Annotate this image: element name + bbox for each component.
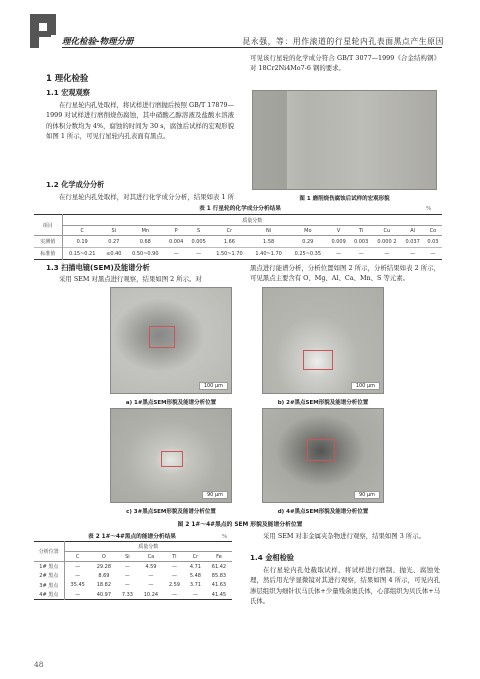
table-1 xyxy=(34,214,442,260)
table-2-value-cell: — xyxy=(148,582,154,589)
table-2-value-cell: 8.69 xyxy=(98,572,110,579)
page-number: 48 xyxy=(34,660,44,669)
table-1-column-header-cell: V xyxy=(336,227,341,234)
section-1-title: 1 理化检验 xyxy=(46,73,89,83)
analysis-box-2 xyxy=(303,350,333,370)
table-1-column-header-cell: Al xyxy=(410,227,416,234)
running-title: 昆永强，等：用作滚道的行星轮内孔表面黑点产生原因 xyxy=(242,37,444,46)
table-1-value-cell: — xyxy=(410,250,416,257)
table-1-column-header-cell: C xyxy=(80,227,84,234)
table-1-value-cell: 0.25~0.35 xyxy=(294,250,322,257)
table-1-column-header-cell: S xyxy=(197,227,201,234)
figure-1-caption: 图 1 磨削烧伤腐蚀后试样的宏观形貌 xyxy=(299,196,390,202)
table-2-value-cell: 35.45 xyxy=(70,582,85,589)
table-1-column-header-cell: Ni xyxy=(266,227,272,234)
table-1-value-cell: 0.29 xyxy=(302,238,314,245)
table-2-row-label: 1# 黑点 xyxy=(34,562,64,572)
section-1-1-title: 1.1 宏观观察 xyxy=(46,88,90,97)
table-2-value-cell: — xyxy=(75,591,81,598)
table-2-value-cell: 41.63 xyxy=(211,582,227,589)
table-2-caption: 表 2 1#～4#黑点的能谱分析结果 xyxy=(88,534,176,540)
figure-2d-caption: d) 4#黑点SEM形貌及能谱分析位置 xyxy=(277,509,369,515)
figure-1-macro-photo xyxy=(252,90,437,190)
table-1-column-header-cell: P xyxy=(174,227,178,234)
table-1-unit: % xyxy=(426,206,432,212)
table-1-value-cell: 1.58 xyxy=(263,238,275,245)
table-2-value-cell: 41.45 xyxy=(211,591,227,598)
figure-2b-scale: 100 μm xyxy=(351,382,380,390)
figure-2a-caption: a) 1#黑点SEM形貌及能谱分析位置 xyxy=(125,400,217,406)
table-2-value-cell: 5.48 xyxy=(189,572,201,579)
table-2-value-cell: — xyxy=(75,563,81,570)
figure-2d-sem-image xyxy=(262,408,384,503)
table-1-value-cell: — xyxy=(196,250,202,257)
table-1-value-cell: 0.15~0.21 xyxy=(68,250,96,257)
table-1-value-cell: 0.005 xyxy=(191,238,206,245)
table-1-column-header-cell: Si xyxy=(111,227,117,234)
table-1-column-header-cell: Mo xyxy=(304,227,312,234)
section-1-2-text-start: 在行星轮内孔处取样，对其进行化学成分分析，结果如表 1 所 xyxy=(59,193,234,201)
table-1-value-cell: 0.50~0.90 xyxy=(132,250,159,257)
table-1-column-header-cell: Ti xyxy=(358,227,364,234)
table-1-value-cell: ≤0.40 xyxy=(106,250,122,257)
table-2-group-header: 质量分数 xyxy=(64,542,232,552)
table-2-value-cell: — xyxy=(124,563,130,570)
table-2-row-label: 2# 黑点 xyxy=(34,571,64,581)
table-2-position-header: 分析位置 xyxy=(34,542,64,562)
header-rule xyxy=(62,47,442,48)
table-1-value-cell: 0.037 xyxy=(405,238,420,245)
table-2-column-header-cell: Ti xyxy=(172,553,177,560)
table-2-value-cell: 4.59 xyxy=(145,563,157,570)
table-2-value-cell: — xyxy=(124,582,130,589)
table-2 xyxy=(34,541,232,600)
table-2-value-cell: — xyxy=(171,563,177,570)
table-1-column-header-cell: Co xyxy=(429,227,437,234)
table-2-column-header-cell: C xyxy=(75,553,80,560)
table-1-row-label: 实测值 xyxy=(34,236,62,248)
table-2-row-label: 4# 黑点 xyxy=(34,590,64,600)
table-1-caption: 表 1 行星轮的化学成分分析结果 xyxy=(199,206,281,212)
figure-2b-caption: b) 2#黑点SEM形貌及能谱分析位置 xyxy=(277,400,369,406)
section-1-2-title: 1.2 化学成分分析 xyxy=(46,180,105,189)
figure-2a-scale: 100 μm xyxy=(199,382,228,390)
figure-2c-scale: 90 μm xyxy=(202,491,228,499)
figure-2c-sem-image xyxy=(110,408,232,503)
table-2-value-cell: — xyxy=(192,591,198,598)
table-1-value-cell: 0.003 xyxy=(353,238,369,245)
table-1-value-cell: 0.19 xyxy=(76,238,88,245)
table-1-value-cell: — xyxy=(430,250,436,257)
table-1-value-cell: 0.000 2 xyxy=(377,238,397,245)
section-1-4-text: 在行星轮内孔处截取试样，将试样进行磨制、抛光、腐蚀处理，然后用光学显微镜对其进行观察，结果如图 4 所示，可见内孔渗层组织为细针状马氏体+少量残余奥氏体，心部组织为贝氏体+马氏体。 xyxy=(250,566,440,605)
table-2-value-cell: — xyxy=(75,572,81,579)
table-2-value-cell: 10.24 xyxy=(143,591,159,598)
journal-logo-icon xyxy=(30,14,60,48)
figure-2c-caption: c) 3#黑点SEM形貌及能谱分析位置 xyxy=(126,509,216,515)
table-1-column-header-cell: Cu xyxy=(383,227,391,234)
table-1-row-label: 标准值 xyxy=(34,248,62,260)
table-1-group-header: 质量分数 xyxy=(62,215,442,226)
table-2-unit: % xyxy=(222,534,228,540)
table-1-value-cell: — xyxy=(358,250,364,257)
table-1-column-header-cell: Cr xyxy=(226,227,233,234)
table-1-value-cell: 0.68 xyxy=(139,238,151,245)
table-2-column-header-cell: Cr xyxy=(192,553,199,560)
analysis-box-3 xyxy=(161,451,183,467)
table-1-item-header: 项目 xyxy=(34,215,62,236)
section-1-3-text-left: 采用 SEM 对黑点进行观察，结果如图 2 所示。对 xyxy=(59,275,202,283)
figure-2b-sem-image xyxy=(262,287,384,394)
table-2-column-header-cell: Ca xyxy=(147,553,155,560)
table-1-value-cell: 0.004 xyxy=(168,238,184,245)
section-1-3-text-right: 黑点进行能谱分析，分析位置如图 2 所示，分析结果如表 2 所示，可见黑点主要含有 O、Mg、Al、Ca、Mn、S 等元素。 xyxy=(250,264,440,283)
figure-2a-sem-image xyxy=(110,287,232,394)
table-1-value-cell: 1.50~1.70 xyxy=(216,250,243,257)
figure-2-caption: 图 2 1#～4#黑点的 SEM 形貌及能谱分析位置 xyxy=(177,522,303,528)
journal-title: 理化检验-物理分册 xyxy=(62,37,134,47)
table-2-column-header-cell: O xyxy=(101,553,106,560)
table-2-value-cell: — xyxy=(148,572,154,579)
table-2-value-cell: 18.82 xyxy=(96,582,112,589)
table-2-value-cell: — xyxy=(124,572,130,579)
table-1-value-cell: 0.27 xyxy=(108,238,120,245)
table-1-value-cell: — xyxy=(173,250,179,257)
table-1-value-cell: 1.40~1.70 xyxy=(255,250,282,257)
table-2-value-cell: 3.71 xyxy=(189,582,201,589)
table-2-row-label: 3# 黑点 xyxy=(34,581,64,591)
table-2-value-cell: 85.83 xyxy=(211,572,227,579)
table-1-value-cell: — xyxy=(336,250,342,257)
table-1-value-cell: — xyxy=(384,250,390,257)
table-2-value-cell: 7.33 xyxy=(121,591,133,598)
analysis-box-4 xyxy=(307,439,335,461)
table-2-value-cell: — xyxy=(171,572,177,579)
table-2-column-header-cell: Fe xyxy=(216,553,222,560)
table-1-value-cell: 0.03 xyxy=(427,238,439,245)
table-1-column-header-cell: Mn xyxy=(141,227,150,234)
section-1-1-text: 在行星轮内孔处取样，将试样进行磨抛后按照 GB/T 17879—1999 对试样进行磨削烧伤腐蚀，其中硝酸乙醇溶液及盐酸水溶液的体积分数均为 4%，腐蚀的时间为 30 s，腐蚀后试样的宏观形貌如图 1 所示，可见行星轮内孔表面有黑点。 xyxy=(46,101,234,140)
section-1-2-text-continued: 可见该行星轮的化学成分符合 GB/T 3077—1999《合金结构钢》对 18Cr2Ni4Mo7-6 钢的要求。 xyxy=(250,54,440,72)
table-2-value-cell: 29.28 xyxy=(96,563,112,570)
table-1-value-cell: 1.66 xyxy=(223,238,235,245)
table-2-value-cell: — xyxy=(171,591,177,598)
table-2-value-cell: 40.97 xyxy=(96,591,112,598)
figure-2d-scale: 90 μm xyxy=(354,491,380,499)
table-1-value-cell: 0.009 xyxy=(331,238,346,245)
table-2-value-cell: 61.42 xyxy=(211,563,227,570)
section-1-4-title: 1.4 金相检验 xyxy=(250,553,294,562)
analysis-box-1 xyxy=(149,326,175,348)
table-2-column-header-cell: Si xyxy=(125,553,130,560)
table-2-value-cell: 2.59 xyxy=(168,582,180,589)
table-2-value-cell: 4.71 xyxy=(189,563,201,570)
section-1-3-title: 1.3 扫描电镜(SEM)及能谱分析 xyxy=(46,263,150,272)
right-column-text-1: 采用 SEM 对非金属夹杂物进行观察，结果如图 3 所示。 xyxy=(263,532,425,540)
